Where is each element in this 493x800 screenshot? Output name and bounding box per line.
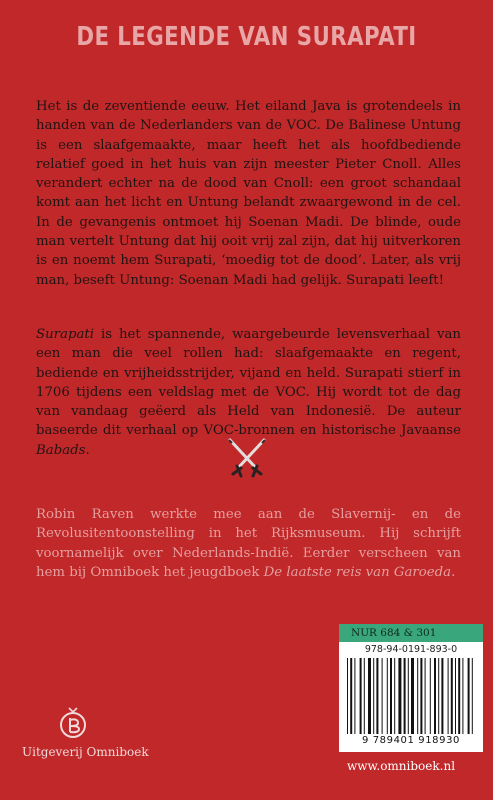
barcode-bar — [417, 658, 418, 734]
book-name-italic: Surapati — [36, 327, 94, 342]
barcode-bar — [472, 658, 473, 734]
summary-body: is het spannende, waargebeurde levensverhaal van een man die veel rollen had: slaafgemaakte en regent, bediende en vrijheidsstrijder, vijand en held. Surapati stierf in 1706 tijdens een veldslag met de VOC. Hij wordt tot de dag van vandaag geëerd als Held van Indonesië. De auteur baseerde dit verhaal op VOC-bronnen en historische Javaanse — [36, 327, 461, 439]
barcode-bar — [420, 658, 422, 734]
barcode-bar — [448, 658, 449, 734]
book-title: DE LEGENDE VAN SURAPATI — [76, 22, 417, 52]
author-bio-body: Robin Raven werkte mee aan de Slavernij- en de Revolusitentoonstelling in het Rijksmuseum. Hij schrijft voornamelijk over Nederlands-Indië. Eerder verscheen van hem bij Omniboek het jeugdboek — [36, 507, 461, 580]
barcode-bar — [354, 658, 355, 734]
barcode-bar — [398, 658, 401, 734]
barcode-bar — [350, 658, 352, 734]
barcode-bar — [411, 658, 414, 734]
barcode-bar — [441, 658, 443, 734]
barcode-bar — [347, 658, 348, 734]
barcode-bar — [434, 658, 436, 734]
barcode-digits: 9 789401 918930 — [361, 735, 461, 746]
crossed-swords-icon — [226, 438, 268, 478]
barcode-bar — [387, 658, 388, 734]
summary-end: . — [85, 442, 90, 458]
publisher-website: www.omniboek.nl — [347, 759, 456, 773]
nur-code: NUR 684 & 301 — [339, 624, 483, 642]
barcode-bar — [462, 658, 463, 734]
barcode — [347, 658, 477, 734]
barcode-bar — [360, 658, 362, 734]
barcode-bar — [430, 658, 431, 734]
barcode-bar — [376, 658, 378, 734]
barcode-bar — [404, 658, 406, 734]
barcode-panel — [339, 624, 483, 752]
omniboek-logo-icon — [58, 706, 88, 740]
author-bio-end: . — [451, 564, 456, 580]
previous-book-italic: De laatste reis van Garoeda — [263, 564, 452, 580]
publisher-name: Uitgeverij Omniboek — [22, 745, 149, 759]
barcode-bar — [382, 658, 383, 734]
barcode-bar — [458, 658, 460, 734]
barcode-bar — [368, 658, 371, 734]
barcode-bar — [425, 658, 426, 734]
babads-italic: Babads — [36, 442, 86, 458]
barcode-bar — [408, 658, 409, 734]
barcode-bar — [468, 658, 470, 734]
synopsis-paragraph: Het is de zeventiende eeuw. Het eiland Java is grotendeels in handen van de Nederlanders van de VOC. De Balinese Untung is een slaafgemaakte, maar heeft het als hoofdbediende relatief goed in het huis van zijn meester Pieter Cnoll. Alles verandert echter na de dood van Cnoll: een groot schandaal komt aan het licht en Untung belandt zwaargewond in de cel. In de gevangenis ontmoet hij Soenan Madi. De blinde, oude man vertelt Untung dat hij ooit vrij zal zijn, dat hij uitverkoren is en noemt hem Surapati, ‘moedig tot de dood’. Later, als vrij man, beseft Untung: Soenan Madi had gelijk. Surapati leeft! — [36, 99, 461, 288]
author-bio-paragraph — [36, 505, 461, 582]
barcode-bar — [373, 658, 374, 734]
barcode-bar — [455, 658, 456, 734]
barcode-bar — [390, 658, 392, 734]
barcode-bar — [394, 658, 395, 734]
barcode-bar — [364, 658, 365, 734]
barcode-bar — [451, 658, 453, 734]
isbn-number: 978-94-0191-893-0 — [364, 644, 458, 655]
barcode-bar — [438, 658, 439, 734]
